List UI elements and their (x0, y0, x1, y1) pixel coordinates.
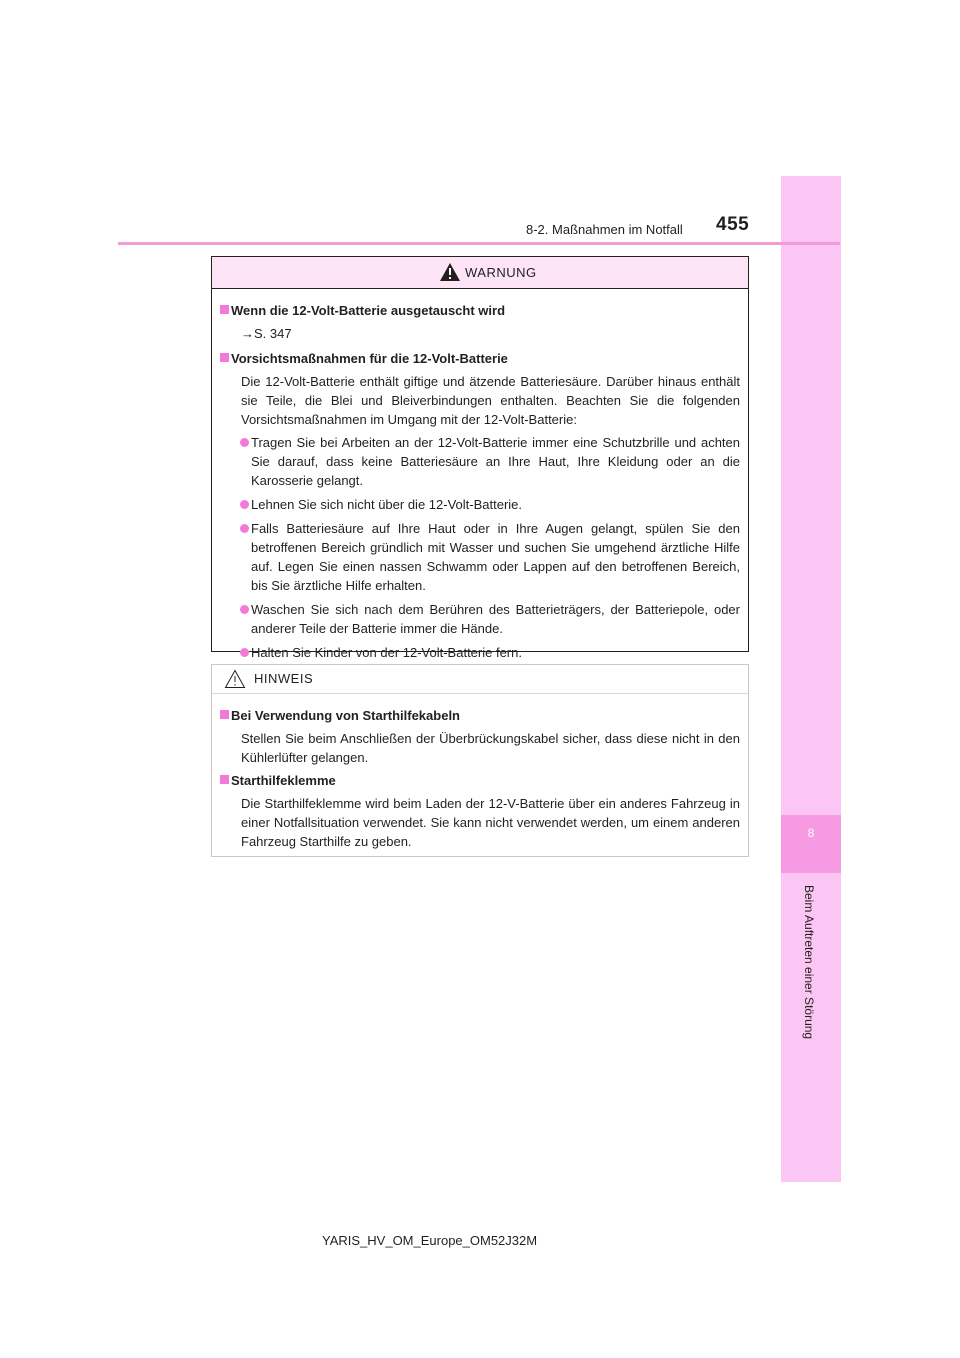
warning-box-header (212, 257, 748, 289)
warning-label: WARNUNG (465, 265, 537, 280)
warning-box (211, 256, 749, 660)
round-bullet-icon (240, 648, 249, 657)
round-bullet-icon (240, 438, 249, 447)
warning-content (212, 289, 748, 662)
round-bullet-icon (240, 605, 249, 614)
square-bullet-icon (220, 353, 229, 362)
list-item: Falls Batteriesäure auf Ihre Haut oder in Ihre Augen gelangt, spülen Sie den betroffenen Bereich gründlich mit Wasser und suchen Sie umgehend ärztliche Hilfe auf. Legen Sie einen nassen Schwamm oder Lappen auf den betroffenen Bereich, bis Sie ärztliche Hilfe erhalten. (220, 519, 740, 595)
chapter-tab-active[interactable] (781, 815, 841, 873)
document-id: YARIS_HV_OM_Europe_OM52J32M (322, 1233, 538, 1248)
warning-triangle-icon (439, 262, 461, 282)
square-bullet-icon (220, 710, 229, 719)
notice-label: HINWEIS (254, 671, 314, 686)
page-number: 455 (716, 214, 750, 235)
notice-paragraph: Die Starthilfeklemme wird beim Laden der 12-V-Batterie über ein anderes Fahrzeug in einer Notfallsituation verwendet. Sie kann nicht verwendet werden, um einem anderen Fahrzeug Starthilfe zu geben. (241, 796, 740, 849)
round-bullet-icon (240, 500, 249, 509)
notice-box-header (212, 665, 748, 694)
section-title: 8-2. Maßnahmen im Notfall (526, 222, 683, 237)
chapter-title-vertical: Beim Auftreten einer Störung (802, 885, 816, 1040)
notice-heading-jumper-cables: Bei Verwendung von Starthilfekabeln (220, 706, 740, 725)
list-item: Halten Sie Kinder von der 12-Volt-Batterie fern. (220, 643, 740, 662)
square-bullet-icon (220, 775, 229, 784)
warning-paragraph: Die 12-Volt-Batterie enthält giftige und ätzende Batteriesäure. Darüber hinaus enthält sie Teile, die Blei und Bleiverbindungen enthalten. Beachten Sie die folgenden Vorsichtsmaßnahmen im Umgang mit der 12-Volt-Batterie: (241, 374, 740, 427)
chapter-number: 8 (807, 826, 815, 840)
list-item: Lehnen Sie sich nicht über die 12-Volt-Batterie. (220, 495, 740, 514)
round-bullet-icon (240, 524, 249, 533)
caution-triangle-outline-icon (224, 669, 246, 689)
notice-content (212, 694, 748, 851)
warning-heading-replace: Wenn die 12-Volt-Batterie ausgetauscht wird (220, 301, 740, 320)
list-item: Waschen Sie sich nach dem Berühren des Batterieträgers, der Batteriepole, oder anderer Teile der Batterie immer die Hände. (220, 600, 740, 638)
warning-heading-precautions: Vorsichtsmaßnahmen für die 12-Volt-Batterie (220, 349, 740, 368)
notice-paragraph: Stellen Sie beim Anschließen der Überbrückungskabel sicher, dass diese nicht in den Kühlerlüfter gelangen. (241, 731, 740, 765)
notice-box (211, 664, 749, 857)
header-rule (118, 242, 840, 245)
square-bullet-icon (220, 305, 229, 314)
page-reference-link[interactable]: →S. 347 (241, 326, 292, 341)
list-item: Tragen Sie bei Arbeiten an der 12-Volt-Batterie immer eine Schutzbrille und achten Sie darauf, dass keine Batteriesäure an Ihre Haut, Ihre Kleidung oder an die Karosserie gelangt. (220, 433, 740, 490)
notice-heading-jump-terminal: Starthilfeklemme (220, 771, 740, 790)
